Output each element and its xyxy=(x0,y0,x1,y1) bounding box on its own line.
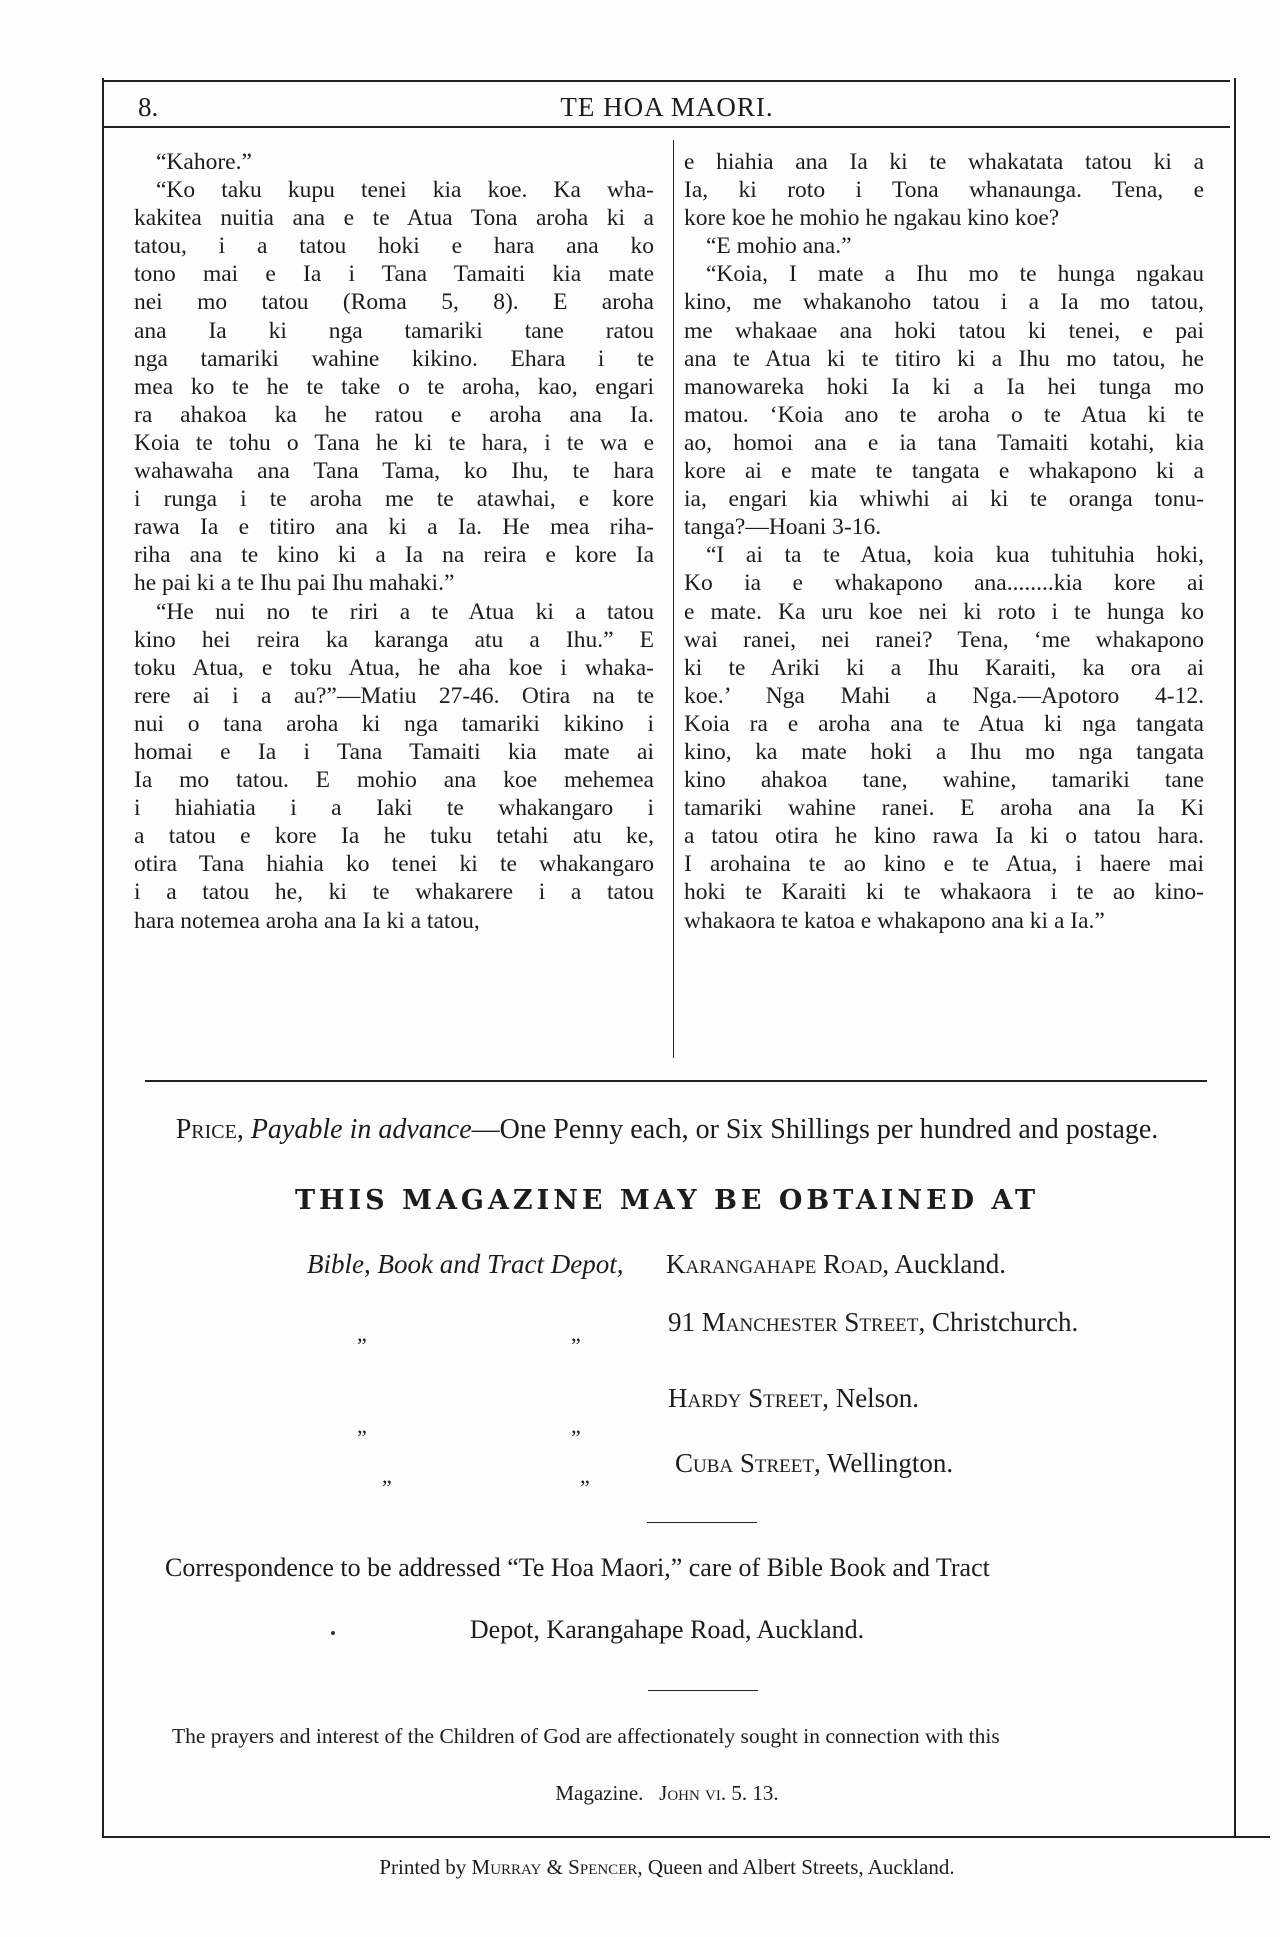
text-line: nui o tana aroha ki nga tamariki kikino i xyxy=(134,710,654,737)
text-line: rawa Ia e titiro ana ki a Ia. He mea riha- xyxy=(134,514,654,541)
printer-name: Murray & Spencer, xyxy=(471,1855,643,1879)
text-line: kakitea nuitia ana e te Atua Tona aroha ki a xyxy=(134,205,654,232)
page-header xyxy=(102,92,1232,124)
text-line: wai ranei, nei ranei? Tena, ‘me whakapono xyxy=(684,626,1204,653)
text-line: koe.’ Nga Mahi a Nga.—Apotoro 4-12. xyxy=(684,682,1204,709)
location-street: Karangahape Road, xyxy=(666,1249,890,1279)
printed-by-suffix: Queen and Albert Streets, Auckland. xyxy=(647,1855,955,1879)
text-line: kino, ka mate hoki a Ihu mo nga tangata xyxy=(684,738,1204,765)
text-line: i a tatou he, ki te whakarere i a tatou xyxy=(134,879,654,906)
left-column xyxy=(134,148,654,935)
location-christchurch xyxy=(668,1307,1078,1338)
text-line: Koia ra e aroha ana te Atua ki nga tangata xyxy=(684,710,1204,737)
correspondence-line-1: Correspondence to be addressed “Te Hoa Maori,” care of Bible Book and Tract xyxy=(165,1553,990,1582)
obtain-heading: THIS MAGAZINE MAY BE OBTAINED AT xyxy=(294,1185,1040,1216)
location-city: Christchurch. xyxy=(932,1307,1079,1337)
text-line: wahawaha ana Tana Tama, ko Ihu, te hara xyxy=(134,458,654,485)
text-line: “Koia, I mate a Ihu mo te hunga ngakau xyxy=(706,261,1204,288)
text-line: hoki te Karaiti ki te whakaora i te ao kino- xyxy=(684,879,1204,906)
location-city: Nelson. xyxy=(835,1383,919,1413)
text-line: Ia mo tatou. E mohio ana koe mehemea xyxy=(134,767,654,794)
location-nelson xyxy=(668,1383,919,1414)
location-street: Cuba Street, xyxy=(675,1448,821,1478)
ditto-mark: „ xyxy=(357,1321,367,1346)
paragraph xyxy=(134,148,654,176)
text-line: kore ai e mate te tangata e whakapono ki a xyxy=(684,458,1204,485)
text-line: he pai ki a te Ihu pai Ihu mahaki.” xyxy=(134,570,455,597)
ditto-mark: „ xyxy=(382,1463,392,1488)
text-line: ana te Atua ki te titiro ki a Ihu mo tatou, he xyxy=(684,345,1204,372)
text-line: tono mai e Ia i Tana Tamaiti kia mate xyxy=(134,261,654,288)
text-line: hara notemea aroha ana Ia ki a tatou, xyxy=(134,907,480,934)
text-line: kino, me whakanoho tatou i a Ia mo tatou, xyxy=(684,289,1204,316)
prayers-line: The prayers and interest of the Children of God are affectionately sought in connection with this xyxy=(172,1724,1000,1748)
price-terms: Payable in advance xyxy=(250,1114,472,1145)
text-line: homai e Ia i Tana Tamaiti kia mate ai xyxy=(134,738,654,765)
text-line: ia, engari kia whiwhi ai ki te oranga tonu- xyxy=(684,486,1204,513)
printed-by-prefix: Printed by xyxy=(379,1855,467,1879)
magazine-word: Magazine. xyxy=(555,1781,644,1805)
paragraph xyxy=(134,598,654,935)
text-line: “Kahore.” xyxy=(156,149,252,175)
header-rule-bottom xyxy=(102,126,1230,128)
text-line: ra ahakoa ka he ratou e aroha ana Ia. xyxy=(134,401,654,428)
text-line: matou. ‘Koia ano te aroha o te Atua ki te xyxy=(684,401,1204,428)
separator-short xyxy=(648,1690,758,1691)
text-line: kino ahakoa tane, wahine, tamariki tane xyxy=(684,767,1204,794)
stray-dot xyxy=(331,1631,335,1635)
text-line: e mate. Ka uru koe nei ki roto i te hunga ko xyxy=(684,598,1204,625)
text-line: kore koe he mohio he ngakau kino koe? xyxy=(684,205,1060,232)
ditto-mark: „ xyxy=(571,1413,581,1438)
text-line: i hiahiatia i a Iaki te whakangaro i xyxy=(134,795,654,822)
text-line: manowareka hoki Ia ki a Ia hei tunga mo xyxy=(684,373,1204,400)
ditto-mark: „ xyxy=(571,1321,581,1346)
footer-rule xyxy=(145,1080,1207,1082)
scripture-citation: John vi. 5. 13. xyxy=(659,1781,779,1805)
text-line: ao, homoi ana e ia tana Tamaiti kotahi, kia xyxy=(684,429,1204,456)
separator-short xyxy=(647,1522,757,1523)
text-line: “E mohio ana.” xyxy=(706,233,852,260)
text-line: “He nui no te riri a te Atua ki a tatou xyxy=(156,598,654,625)
magazine-reference xyxy=(102,1781,1232,1806)
price-line xyxy=(102,1114,1232,1146)
location-city: Wellington. xyxy=(827,1448,954,1478)
header-rule-top xyxy=(102,80,1230,82)
price-label: Price, xyxy=(175,1114,244,1145)
publication-title: TE HOA MAORI. xyxy=(560,92,774,122)
text-line: tatou, i a tatou hoki e hara ana ko xyxy=(134,233,654,260)
location-city: Auckland. xyxy=(894,1249,1007,1279)
text-line: nga tamariki wahine kikino. Ehara i te xyxy=(134,345,654,372)
location-street: Hardy Street, xyxy=(668,1383,829,1413)
text-line: tamariki wahine ranei. E aroha ana Ia Ki xyxy=(684,795,1204,822)
depot-name: Bible, Book and Tract Depot, xyxy=(307,1249,624,1279)
correspondence-line-2: Depot, Karangahape Road, Auckland. xyxy=(469,1615,865,1644)
text-line: “Ko taku kupu tenei kia koe. Ka wha- xyxy=(156,177,654,204)
paragraph xyxy=(134,176,654,597)
text-line: “I ai ta te Atua, koia kua tuhituhia hoki, xyxy=(706,542,1204,569)
text-line: Ia, ki roto i Tona whanaunga. Tena, e xyxy=(684,177,1204,204)
text-line: otira Tana hiahia ko tenei ki te whakangaro xyxy=(134,851,654,878)
text-line: tanga?—Hoani 3-16. xyxy=(684,514,882,541)
text-line: i runga i te aroha me te atawhai, e kore xyxy=(134,486,654,513)
location-wellington xyxy=(675,1448,953,1479)
page-number: 8. xyxy=(138,92,159,122)
text-line: whakaora te katoa e whakapono ana ki a Ia.” xyxy=(684,907,1105,934)
text-line: Ko ia e whakapono ana........kia kore ai xyxy=(684,570,1204,597)
printer-imprint xyxy=(102,1855,1232,1880)
paragraph xyxy=(684,148,1204,232)
text-line: mea ko te he te take o te aroha, kao, engari xyxy=(134,373,654,400)
text-line: ana Ia ki nga tamariki tane ratou xyxy=(134,317,654,344)
location-auckland xyxy=(666,1249,1006,1280)
text-line: me whakaae ana hoki tatou ki tenei, e pai xyxy=(684,317,1204,344)
ditto-mark: „ xyxy=(357,1413,367,1438)
text-line: rere ai i a au?”—Matiu 27-46. Otira na te xyxy=(134,682,654,709)
text-line: riha ana te kino ki a Ia na reira e kore Ia xyxy=(134,542,654,569)
paragraph xyxy=(684,260,1204,541)
text-line: kino hei reira ka karanga atu a Ihu.” E xyxy=(134,626,654,653)
location-street: 91 Manchester Street, xyxy=(668,1307,926,1337)
text-line: ki te Ariki ki a Ihu Karaiti, ka ora ai xyxy=(684,654,1204,681)
text-line: a tatou e kore Ia he tuku tetahi atu ke, xyxy=(134,823,654,850)
text-line: I arohaina te ao kino e te Atua, i haere mai xyxy=(684,851,1204,878)
paragraph xyxy=(684,541,1204,934)
price-text: —One Penny each, or Six Shillings per hundred and postage. xyxy=(471,1114,1159,1145)
bottom-rule xyxy=(102,1836,1270,1838)
text-line: a tatou otira he kino rawa Ia ki o tatou hara. xyxy=(684,823,1204,850)
text-line: Koia te tohu o Tana he ki te hara, i te wa e xyxy=(134,429,654,456)
text-line: nei mo tatou (Roma 5, 8). E aroha xyxy=(134,289,654,316)
ditto-mark: „ xyxy=(580,1463,590,1488)
text-line: toku Atua, e toku Atua, he aha koe i whaka- xyxy=(134,654,654,681)
column-divider xyxy=(673,140,674,1058)
paragraph xyxy=(684,232,1204,260)
text-line: e hiahia ana Ia ki te whakatata tatou ki a xyxy=(684,149,1204,175)
right-column xyxy=(684,148,1204,935)
